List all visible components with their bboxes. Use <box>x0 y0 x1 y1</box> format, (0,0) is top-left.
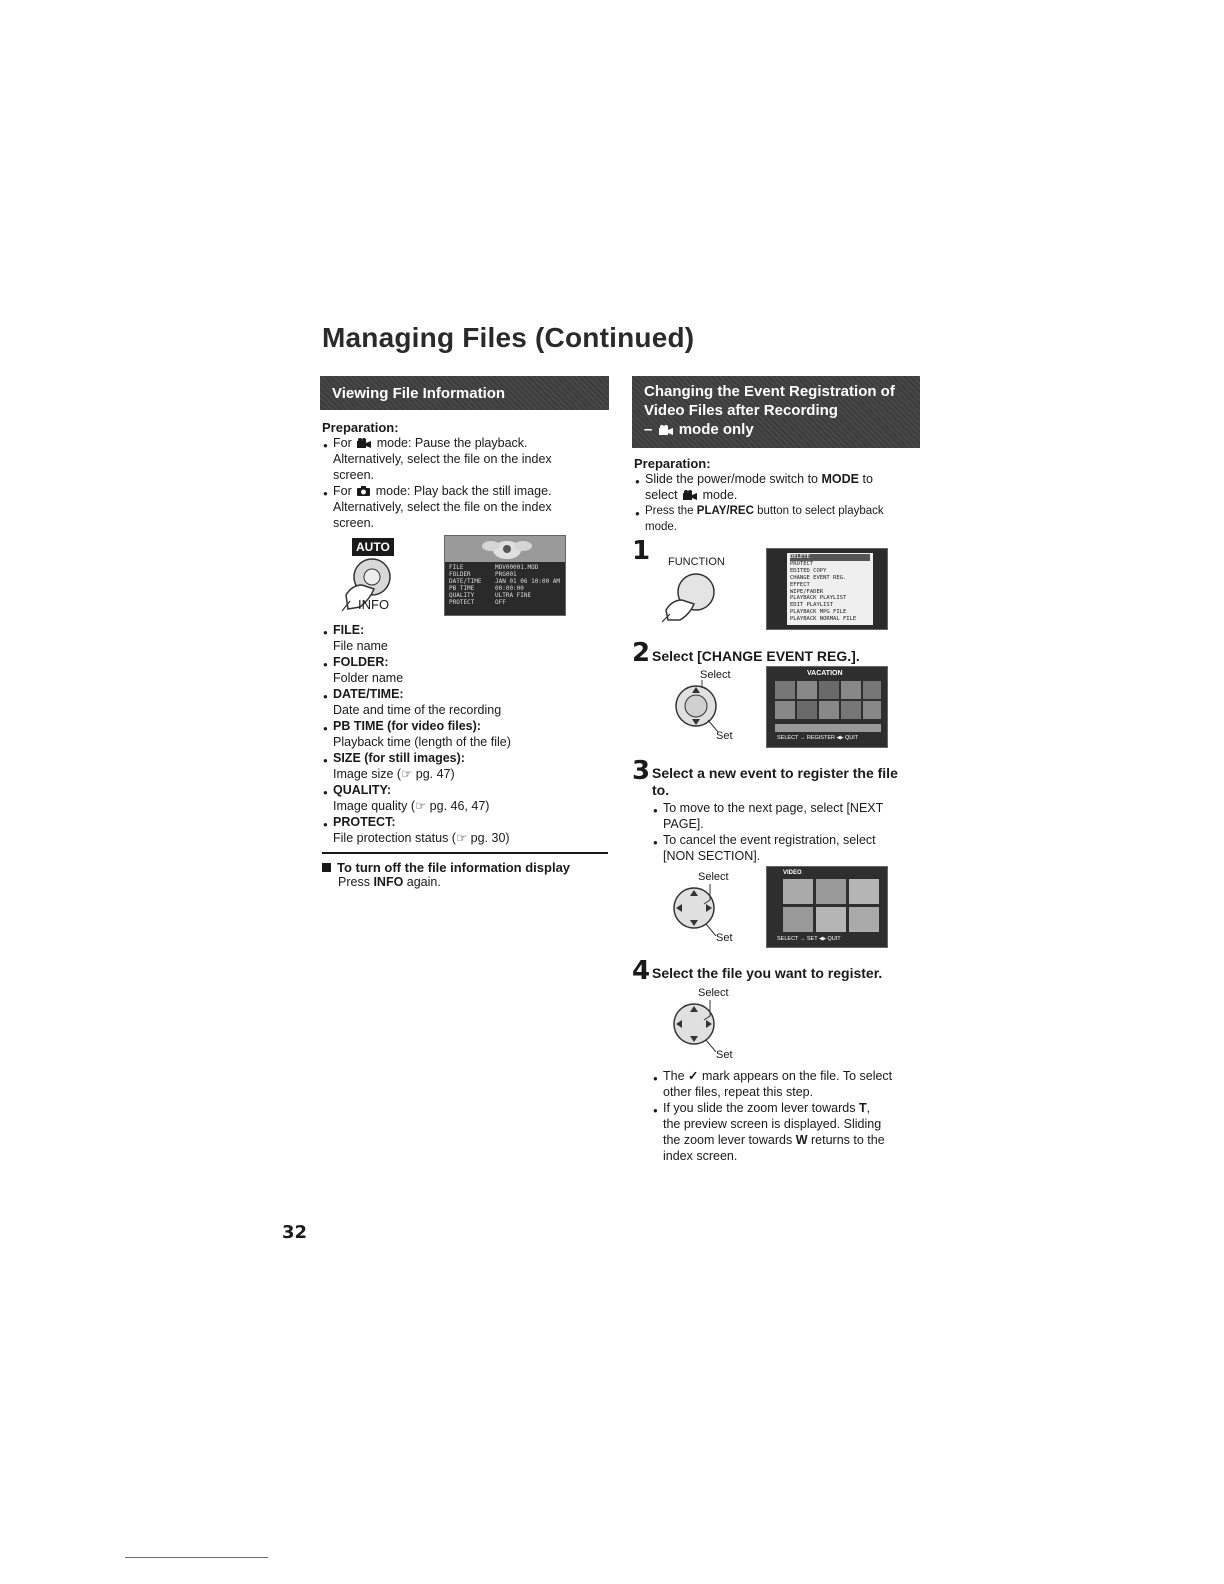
event-screen-guide: SELECT → REGISTER ◀▸ QUIT <box>777 735 859 741</box>
prep-text: mode. <box>702 488 738 502</box>
file-info-items-list <box>333 622 603 846</box>
step-4-notes <box>663 1068 928 1164</box>
select-set-dial-illustration <box>672 680 720 732</box>
step-3-notes <box>663 800 923 864</box>
video-screen-title: VIDEO <box>783 870 802 876</box>
menu-item: EDITED COPY <box>790 567 827 574</box>
screen-line: OFF <box>495 599 506 606</box>
turn-off-instruction <box>322 875 570 889</box>
heading-dash: – <box>644 421 653 438</box>
prep-line <box>645 487 920 503</box>
prep-rest-text: mode: Play back the still image. <box>375 484 552 498</box>
select-label: Select <box>700 669 731 681</box>
mode-keyword: MODE <box>821 472 859 486</box>
function-label: FUNCTION <box>668 556 725 568</box>
prep-text: to <box>862 472 873 486</box>
menu-item: EDIT PLAYLIST <box>790 602 834 609</box>
turn-off-note <box>322 860 570 889</box>
screen-line: FILE <box>449 564 464 571</box>
note-text: the zoom lever towards <box>663 1133 793 1147</box>
prep-line: mode. <box>645 521 677 533</box>
info-item-label: ● PROTECT: <box>333 814 603 830</box>
note-line: other files, repeat this step. <box>663 1085 814 1099</box>
info-item-desc: File protection status (☞ pg. 30) <box>333 831 510 845</box>
video-mode-icon <box>357 438 371 448</box>
screen-line: DATE/TIME <box>449 578 482 585</box>
prep-line: screen. <box>333 516 374 530</box>
step-3-text <box>652 765 898 799</box>
step-4-text: Select the file you want to register. <box>652 965 883 981</box>
step-1-number: 1 <box>632 536 651 566</box>
check-mark-icon: ✓ <box>688 1069 699 1083</box>
prep-text: button to select playback <box>757 505 884 517</box>
note-line <box>663 1132 928 1148</box>
note-text: The <box>663 1069 685 1083</box>
left-preparation-list <box>333 435 603 531</box>
file-info-screen <box>444 535 566 616</box>
prep-text: Slide the power/mode switch to <box>645 472 819 486</box>
step-note-line: PAGE]. <box>663 817 704 831</box>
turn-off-text: again. <box>406 875 441 889</box>
four-way-dial-illustration <box>670 880 720 936</box>
step-note: ● To move to the next page, select [NEXT <box>663 800 923 816</box>
info-item-label: ● QUALITY: <box>333 782 603 798</box>
function-menu-screen <box>766 548 888 630</box>
info-item-desc: Date and time of the recording <box>333 703 502 717</box>
set-label: Set <box>716 932 733 944</box>
turn-off-title-row <box>322 860 570 875</box>
info-item-label: ● SIZE (for still images): <box>333 750 603 766</box>
screen-line: ULTRA FINE <box>495 592 532 599</box>
prep-text: Press the <box>645 505 694 517</box>
set-label: Set <box>716 1049 733 1061</box>
step-2-text: Select [CHANGE EVENT REG.]. <box>652 648 860 664</box>
preparation-label: Preparation: <box>634 456 711 471</box>
video-mode-icon <box>683 490 697 500</box>
flower-photo-thumbnail <box>445 536 565 562</box>
note-line: the preview screen is displayed. Sliding <box>663 1117 882 1131</box>
info-item-label: ● DATE/TIME: <box>333 686 603 702</box>
prep-line: Alternatively, select the file on the index <box>333 500 552 514</box>
note-line: index screen. <box>663 1149 738 1163</box>
prep-for-text: For <box>333 484 352 498</box>
video-mode-icon <box>659 425 673 435</box>
screen-line: 00:00:00 <box>495 585 524 592</box>
info-item-desc: Playback time (length of the file) <box>333 735 511 749</box>
still-camera-icon <box>357 486 370 496</box>
screen-line: JAN 01 06 10:00 AM <box>495 578 561 585</box>
menu-item: WIPE/FADER <box>790 588 824 595</box>
screen-line: PB TIME <box>449 585 475 592</box>
info-item-label: ● FOLDER: <box>333 654 603 670</box>
prep-item-video <box>333 435 603 451</box>
note-text: If you slide the zoom lever towards <box>663 1101 856 1115</box>
function-menu-list <box>787 553 873 625</box>
prep-line: screen. <box>333 468 374 482</box>
step-3-number: 3 <box>632 756 651 786</box>
menu-item: PLAYBACK PLAYLIST <box>790 595 847 602</box>
step-2-number: 2 <box>632 638 651 668</box>
page-number: 32 <box>282 1222 308 1243</box>
set-label: Set <box>716 730 733 742</box>
screen-line: FOLDER <box>449 571 471 578</box>
prep-text: select <box>645 488 678 502</box>
info-item-desc: Image quality (☞ pg. 46, 47) <box>333 799 490 813</box>
square-bullet-icon <box>322 863 331 872</box>
menu-item: CHANGE EVENT REG. <box>790 574 847 581</box>
info-item-label: ● PB TIME (for video files): <box>333 718 603 734</box>
info-button-name: INFO <box>373 875 404 889</box>
heading-line: Changing the Event Registration of <box>644 383 895 400</box>
heading-text: mode only <box>678 421 754 438</box>
info-item-desc: Image size (☞ pg. 47) <box>333 767 455 781</box>
prep-rest-text: mode: Pause the playback. <box>376 436 528 450</box>
prep-item-still <box>333 483 603 499</box>
file-info-screen-values <box>495 564 560 606</box>
section-heading-viewing-file-info: Viewing File Information <box>320 376 609 410</box>
section-divider <box>322 852 608 854</box>
prep-item-playrec <box>645 503 920 519</box>
file-info-screen-labels <box>449 564 482 606</box>
event-screen-title: VACATION <box>807 670 843 677</box>
footer-rule <box>125 1557 268 1558</box>
turn-off-text: Press <box>338 875 370 889</box>
section-heading-change-event <box>632 376 920 448</box>
info-label: INFO <box>358 597 390 612</box>
zoom-t-keyword: T <box>858 1101 867 1115</box>
event-icons-grid <box>775 681 881 721</box>
select-label: Select <box>698 987 729 999</box>
menu-item: EFFECT <box>790 581 810 588</box>
screen-line: PRG001 <box>495 571 517 578</box>
menu-item: PLAYBACK NORMAL FILE <box>790 616 857 623</box>
step-4-number: 4 <box>632 956 651 986</box>
event-index-screen <box>766 666 888 748</box>
zoom-w-keyword: W <box>795 1133 808 1147</box>
video-thumbnails-grid <box>783 879 879 933</box>
auto-label: AUTO <box>352 538 394 556</box>
right-preparation-list <box>645 471 920 535</box>
step-text-line: to. <box>652 782 670 798</box>
info-item-desc: Folder name <box>333 671 404 685</box>
event-screen-buttons <box>775 724 881 732</box>
select-label: Select <box>698 871 729 883</box>
screen-line: MOV00001.MOD <box>495 564 539 571</box>
heading-line <box>644 420 908 439</box>
note-text: returns to the <box>811 1133 885 1147</box>
playrec-keyword: PLAY/REC <box>696 505 754 517</box>
heading-line: Video Files after Recording <box>644 402 838 419</box>
step-text-line: Select a new event to register the file <box>652 765 898 781</box>
step-note: ● To cancel the event registration, select <box>663 832 923 848</box>
four-way-dial-illustration <box>670 996 720 1052</box>
prep-line: Alternatively, select the file on the index <box>333 452 552 466</box>
turn-off-title: To turn off the file information display <box>337 860 571 875</box>
function-button-illustration <box>662 570 726 622</box>
screen-line: PROTECT <box>449 599 475 606</box>
info-item-label: ● FILE: <box>333 622 603 638</box>
menu-item: PLAYBACK MPG FILE <box>790 609 847 616</box>
menu-item: DELETE <box>790 554 870 561</box>
video-index-screen <box>766 866 888 948</box>
prep-for-text: For <box>333 436 352 450</box>
menu-item: PROTECT <box>790 560 814 567</box>
prep-item-switch <box>645 471 920 487</box>
page-title: Managing Files (Continued) <box>322 322 695 353</box>
step-note: ● If you slide the zoom lever towards T, <box>663 1100 928 1116</box>
note-text: mark appears on the file. To select <box>702 1069 893 1083</box>
menu-items <box>790 554 870 623</box>
video-screen-guide: SELECT → SET ◀▸ QUIT <box>777 936 841 942</box>
preparation-label: Preparation: <box>322 420 399 435</box>
info-item-desc: File name <box>333 639 388 653</box>
step-note-line: [NON SECTION]. <box>663 849 761 863</box>
step-note <box>663 1068 928 1084</box>
screen-line: QUALITY <box>449 592 475 599</box>
